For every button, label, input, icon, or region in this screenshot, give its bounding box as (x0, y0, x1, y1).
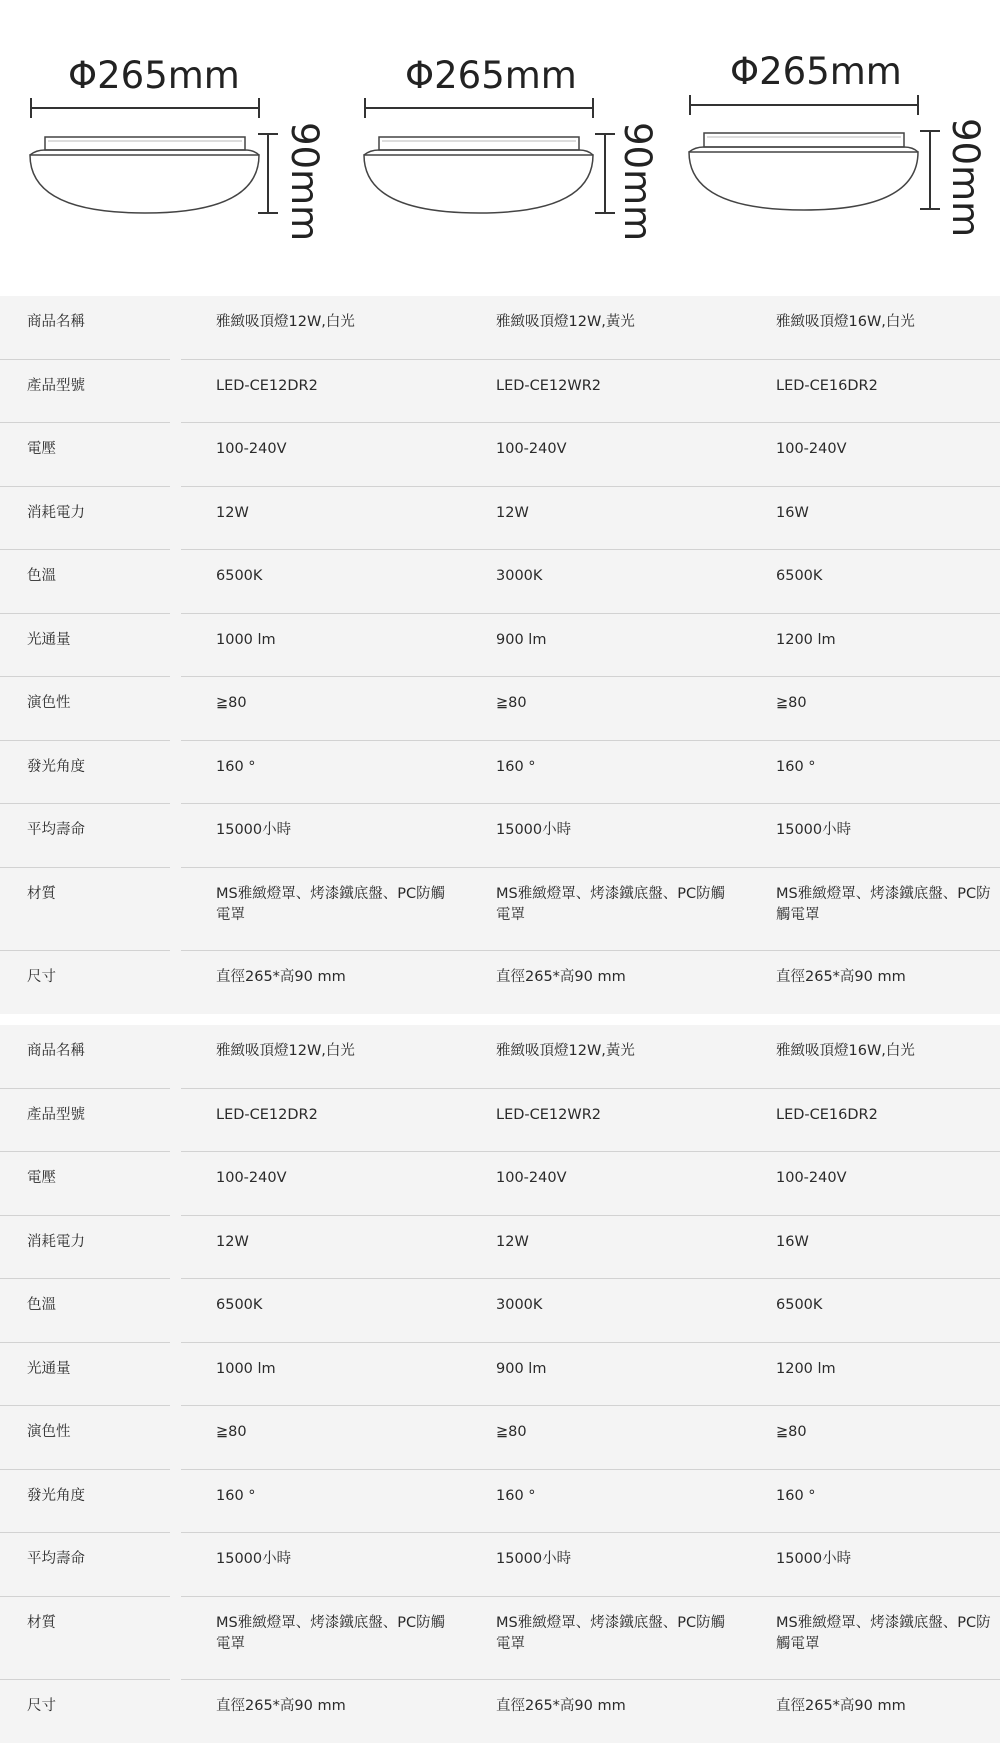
cell-value: 3000K (496, 1295, 736, 1316)
table-row-power (0, 487, 1000, 551)
cell-value: ≧80 (216, 693, 456, 714)
table-row-beam-angle (0, 1470, 1000, 1534)
cell-value: 100-240V (216, 439, 456, 460)
row-label: 尺寸 (27, 967, 56, 988)
cell-value: 12W (216, 503, 456, 524)
cell-value: 900 lm (496, 630, 736, 651)
table-row-beam-angle (0, 741, 1000, 805)
diameter-label: Φ265mm (730, 50, 902, 93)
table-row-model (0, 360, 1000, 424)
cell-value: MS雅緻燈罩、烤漆鐵底盤、PC防觸電罩 (216, 1613, 456, 1655)
cell-value: ≧80 (496, 693, 736, 714)
row-label: 發光角度 (27, 757, 85, 778)
table-row-model (0, 1089, 1000, 1153)
table-row-material (0, 868, 1000, 951)
table-row-lifespan (0, 804, 1000, 868)
lamp-diagram-3 (666, 0, 1000, 296)
table-row-voltage (0, 423, 1000, 487)
cell-value: 100-240V (216, 1168, 456, 1189)
cell-value: 直徑265*高90 mm (496, 967, 736, 988)
cell-value: 6500K (216, 566, 456, 587)
cell-value: 900 lm (496, 1359, 736, 1380)
cell-value: 160 ° (216, 1486, 456, 1507)
cell-value: 雅緻吸頂燈12W,白光 (216, 312, 456, 333)
cell-value: LED-CE12DR2 (216, 1105, 456, 1126)
cell-value: 160 ° (216, 757, 456, 778)
cell-value: 直徑265*高90 mm (216, 1696, 456, 1717)
cell-value: 雅緻吸頂燈12W,黃光 (496, 1041, 736, 1062)
table-row-color-temp (0, 550, 1000, 614)
cell-value: 6500K (776, 1295, 1000, 1316)
cell-value: 160 ° (496, 1486, 736, 1507)
cell-value: LED-CE12DR2 (216, 376, 456, 397)
cell-value: 15000小時 (216, 1549, 456, 1570)
cell-value: LED-CE16DR2 (776, 376, 1000, 397)
cell-value: 15000小時 (496, 1549, 736, 1570)
table-row-name (0, 1025, 1000, 1089)
lamp-diagram-1 (0, 0, 333, 296)
row-label: 產品型號 (27, 376, 85, 397)
row-label: 演色性 (27, 693, 71, 714)
cell-value: LED-CE12WR2 (496, 1105, 736, 1126)
cell-value: ≧80 (776, 693, 1000, 714)
cell-value: 15000小時 (216, 820, 456, 841)
cell-value: 直徑265*高90 mm (776, 1696, 1000, 1717)
cell-value: LED-CE12WR2 (496, 376, 736, 397)
row-label: 產品型號 (27, 1105, 85, 1126)
diameter-label: Φ265mm (68, 54, 240, 97)
row-label: 色溫 (27, 566, 56, 587)
cell-value: 6500K (216, 1295, 456, 1316)
cell-value: 160 ° (496, 757, 736, 778)
spec-table-2 (0, 1025, 1000, 1743)
row-label: 平均壽命 (27, 1549, 85, 1570)
cell-value: 1000 lm (216, 1359, 456, 1380)
table-row-size (0, 951, 1000, 1015)
cell-value: MS雅緻燈罩、烤漆鐵底盤、PC防觸電罩 (776, 884, 1000, 926)
height-label: 90mm (283, 122, 326, 241)
cell-value: ≧80 (216, 1422, 456, 1443)
cell-value: 16W (776, 1232, 1000, 1253)
cell-value: LED-CE16DR2 (776, 1105, 1000, 1126)
cell-value: 100-240V (776, 439, 1000, 460)
table-row-size (0, 1680, 1000, 1743)
table-row-name (0, 296, 1000, 360)
row-label: 電壓 (27, 1168, 56, 1189)
cell-value: 1200 lm (776, 1359, 1000, 1380)
diameter-label: Φ265mm (405, 54, 577, 97)
cell-value: 12W (496, 503, 736, 524)
cell-value: MS雅緻燈罩、烤漆鐵底盤、PC防觸電罩 (496, 884, 736, 926)
cell-value: 1200 lm (776, 630, 1000, 651)
table-row-lifespan (0, 1533, 1000, 1597)
row-label: 消耗電力 (27, 1232, 85, 1253)
row-label: 發光角度 (27, 1486, 85, 1507)
cell-value: 100-240V (776, 1168, 1000, 1189)
table-row-cri (0, 677, 1000, 741)
table-row-power (0, 1216, 1000, 1280)
row-label: 演色性 (27, 1422, 71, 1443)
cell-value: 160 ° (776, 757, 1000, 778)
row-label: 商品名稱 (27, 312, 85, 333)
cell-value: 100-240V (496, 1168, 736, 1189)
cell-value: 雅緻吸頂燈12W,白光 (216, 1041, 456, 1062)
cell-value: ≧80 (496, 1422, 736, 1443)
cell-value: MS雅緻燈罩、烤漆鐵底盤、PC防觸電罩 (496, 1613, 736, 1655)
table-row-voltage (0, 1152, 1000, 1216)
cell-value: 15000小時 (776, 1549, 1000, 1570)
cell-value: 直徑265*高90 mm (216, 967, 456, 988)
lamp-diagram-2 (333, 0, 666, 296)
row-label: 尺寸 (27, 1696, 56, 1717)
cell-value: 15000小時 (776, 820, 1000, 841)
row-label: 商品名稱 (27, 1041, 85, 1062)
cell-value: 12W (216, 1232, 456, 1253)
cell-value: 直徑265*高90 mm (776, 967, 1000, 988)
table-row-flux (0, 1343, 1000, 1407)
cell-value: 100-240V (496, 439, 736, 460)
cell-value: 6500K (776, 566, 1000, 587)
cell-value: 160 ° (776, 1486, 1000, 1507)
row-label: 電壓 (27, 439, 56, 460)
cell-value: 1000 lm (216, 630, 456, 651)
row-label: 光通量 (27, 1359, 71, 1380)
cell-value: ≧80 (776, 1422, 1000, 1443)
row-label: 平均壽命 (27, 820, 85, 841)
height-label: 90mm (944, 118, 987, 237)
height-label: 90mm (616, 122, 659, 241)
cell-value: MS雅緻燈罩、烤漆鐵底盤、PC防觸電罩 (216, 884, 456, 926)
row-label: 消耗電力 (27, 503, 85, 524)
cell-value: 直徑265*高90 mm (496, 1696, 736, 1717)
row-label: 光通量 (27, 630, 71, 651)
row-label: 材質 (27, 884, 56, 905)
cell-value: 16W (776, 503, 1000, 524)
table-row-flux (0, 614, 1000, 678)
table-row-material (0, 1597, 1000, 1680)
row-label: 材質 (27, 1613, 56, 1634)
cell-value: 雅緻吸頂燈12W,黃光 (496, 312, 736, 333)
table-row-cri (0, 1406, 1000, 1470)
cell-value: 15000小時 (496, 820, 736, 841)
cell-value: 雅緻吸頂燈16W,白光 (776, 312, 1000, 333)
table-row-color-temp (0, 1279, 1000, 1343)
cell-value: 12W (496, 1232, 736, 1253)
dimension-diagrams (0, 0, 1000, 296)
row-label: 色溫 (27, 1295, 56, 1316)
cell-value: 雅緻吸頂燈16W,白光 (776, 1041, 1000, 1062)
cell-value: 3000K (496, 566, 736, 587)
spec-table-1 (0, 296, 1000, 1014)
cell-value: MS雅緻燈罩、烤漆鐵底盤、PC防觸電罩 (776, 1613, 1000, 1655)
